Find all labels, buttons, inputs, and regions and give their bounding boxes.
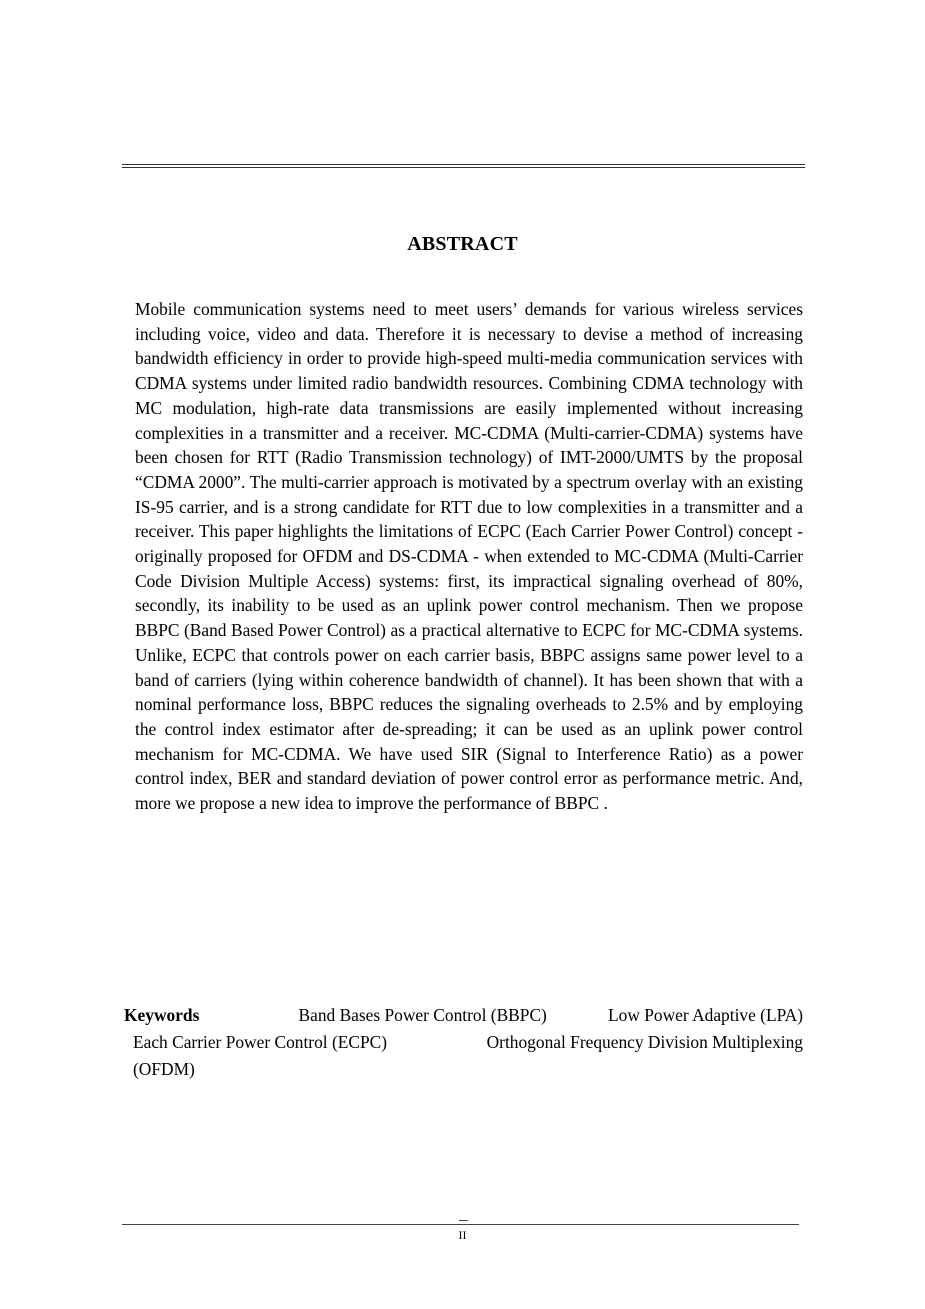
- header-rule: [122, 164, 805, 168]
- keywords-line-3: [124, 1056, 803, 1083]
- keywords-section: [124, 1002, 803, 1083]
- keyword-item: (OFDM): [133, 1059, 195, 1079]
- keywords-line-1: [124, 1002, 803, 1029]
- page-number: II: [458, 1228, 467, 1242]
- keyword-item: Band Bases Power Control (BBPC): [298, 1005, 547, 1025]
- keyword-item: Orthogonal Frequency Division Multiplexing: [486, 1032, 803, 1052]
- keyword-item: Low Power Adaptive (LPA): [608, 1005, 803, 1025]
- keyword-item: Each Carrier Power Control (ECPC): [133, 1032, 388, 1052]
- footer-rule: [122, 1224, 799, 1225]
- page-title: ABSTRACT: [407, 233, 518, 255]
- keywords-label: Keywords: [124, 1005, 200, 1025]
- abstract-body: Mobile communication systems need to meet users’ demands for various wireless services including voice, video and data. Therefore it is necessary to devise a method of increasing bandwidth efficiency in order to provide high-speed multi-media communication services with CDMA systems under limited radio bandwidth resources. Combining CDMA technology with MC modulation, high-rate data transmissions are easily implemented without increasing complexities in a transmitter and a receiver. MC-CDMA (Multi-carrier-CDMA) systems have been chosen for RTT (Radio Transmission technology) of IMT-2000/UMTS by the proposal “CDMA 2000”. The multi-carrier approach is motivated by a spectrum overlay with an existing IS-95 carrier, and is a strong candidate for RTT due to low complexities in a transmitter and a receiver. This paper highlights the limitations of ECPC (Each Carrier Power Control) concept - originally proposed for OFDM and DS-CDMA - when extended to MC-CDMA (Multi-Carrier Code Division Multiple Access) systems: first, its impractical signaling overhead of 80%, secondly, its inability to be used as an uplink power control mechanism. Then we propose BBPC (Band Based Power Control) as a practical alternative to ECPC for MC-CDMA systems. Unlike, ECPC that controls power on each carrier basis, BBPC assigns same power level to a band of carriers (lying within coherence bandwidth of channel). It has been shown that with a nominal performance loss, BBPC reduces the signaling overheads to 2.5% and by employing the control index estimator after de-spreading; it can be used as an uplink power control mechanism for MC-CDMA. We have used SIR (Signal to Interference Ratio) as a power control index, BER and standard deviation of power control error as performance metric. And, more we propose a new idea to improve the performance of BBPC .: [135, 299, 803, 814]
- keywords-line-2: [124, 1029, 803, 1056]
- page-number-tick: [459, 1220, 468, 1221]
